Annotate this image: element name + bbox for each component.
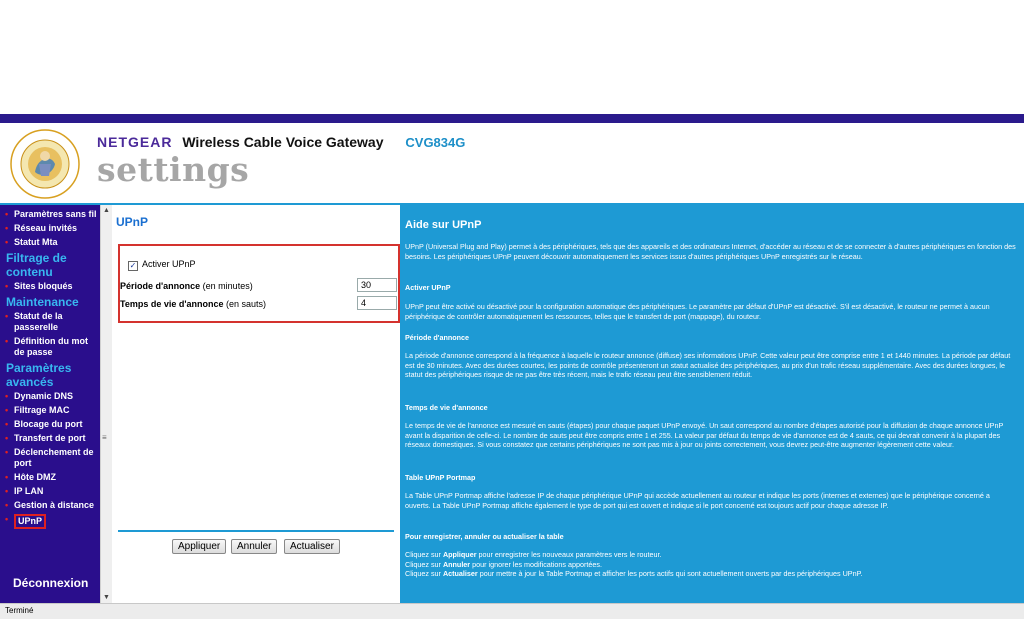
apply-button[interactable]: Appliquer [172, 539, 226, 554]
bullet-icon: • [5, 514, 9, 524]
bullet-icon: • [5, 336, 9, 346]
brand-name: NETGEAR [97, 134, 173, 150]
help-section-title: Activer UPnP [405, 283, 451, 292]
sidebar-item[interactable] [0, 281, 100, 292]
help-instructions [405, 550, 1017, 579]
sidebar-scrollbar[interactable] [100, 205, 112, 603]
sidebar-item-label: Paramètres sans fil [14, 209, 97, 219]
sidebar-item[interactable] [0, 419, 100, 430]
ttl-label: Temps de vie d'annonce [120, 299, 224, 309]
sidebar-item-label: Transfert de port [14, 433, 86, 443]
help-section-text: La période d'annonce correspond à la fréquence à laquelle le routeur annonce (diffuse) ses informations UPnP. Cette valeur peut être comprise entre 1 et 1440 minutes. La période par défaut est de 30 minutes. Avec des durées courtes, les points de contrôle présenteront un statut actualisé des périphériques, au prix d'un trafic réseau supplémentaire. Avec des durées longues, le statut des périphériques risque de ne pas être très récent, mais le trafic réseau peut être sensiblement réduit. [405, 351, 1011, 379]
sidebar-item-label: Hôte DMZ [14, 472, 56, 482]
bullet-icon: • [5, 447, 9, 457]
sidebar-nav [0, 205, 100, 603]
bullet-icon: • [5, 311, 9, 321]
bullet-icon: • [5, 486, 9, 496]
help-line: Cliquez sur Actualiser pour mettre à jour la Table Portmap et afficher les ports actifs qui sont actuellement ouverts par des périphériques UPnP. [405, 569, 863, 578]
ttl-input[interactable] [357, 296, 397, 310]
sidebar-item[interactable] [0, 209, 100, 220]
announce-period-row [120, 281, 253, 291]
sidebar-item[interactable] [0, 391, 100, 402]
help-intro: UPnP (Universal Plug and Play) permet à des périphériques, tels que des appareils et des ordinateurs Internet, d'accéder au réseau et de se connecter à d'autres périphériques en fonction des besoins. Les périphériques UPnP peuvent découvrir automatiquement les services issus d'autres périphériques UPnP enregistrés sur le réseau. [405, 242, 1016, 261]
help-section-title: Période d'annonce [405, 333, 470, 342]
upnp-panel [112, 205, 400, 603]
help-section-title: Table UPnP Portmap [405, 473, 476, 482]
announce-period-unit: (en minutes) [202, 281, 253, 291]
status-text: Terminé [5, 606, 34, 615]
ttl-row [120, 299, 266, 309]
top-accent-bar [0, 114, 1024, 123]
sidebar-item-label: Statut de la passerelle [14, 311, 63, 332]
enable-upnp-checkbox[interactable]: ✓ [129, 261, 137, 270]
sidebar-item[interactable] [0, 237, 100, 248]
sidebar-item-label: Dynamic DNS [14, 391, 74, 401]
sidebar-item[interactable] [0, 486, 100, 497]
settings-heading: settings [97, 150, 250, 189]
sidebar-item-label: Filtrage MAC [14, 405, 70, 415]
ttl-unit: (en sauts) [226, 299, 267, 309]
enable-row [128, 259, 196, 271]
sidebar-item-active[interactable] [0, 514, 100, 529]
sidebar-item[interactable] [0, 500, 100, 511]
sidebar-item-label: IP LAN [14, 486, 44, 496]
sidebar-item-label: Statut Mta [14, 237, 58, 247]
sidebar-item-label: Déclenchement de port [14, 447, 94, 468]
bullet-icon: • [5, 391, 9, 401]
help-title: Aide sur UPnP [405, 219, 482, 231]
brand-title [97, 134, 465, 150]
bullet-icon: • [5, 405, 9, 415]
sidebar-item[interactable] [0, 447, 100, 469]
netgear-logo [9, 128, 81, 200]
sidebar-item-label: Réseau invités [14, 223, 78, 233]
status-bar [0, 603, 1024, 619]
refresh-button[interactable]: Actualiser [284, 539, 340, 554]
cancel-button[interactable]: Annuler [231, 539, 277, 554]
bullet-icon: • [5, 209, 9, 219]
model-name: CVG834G [405, 135, 466, 150]
sidebar-item[interactable] [0, 311, 100, 333]
scroll-down-icon[interactable]: ▼ [103, 594, 110, 601]
bullet-icon: • [5, 472, 9, 482]
sidebar-item-label: Sites bloqués [14, 281, 73, 291]
announce-period-input[interactable] [357, 278, 397, 292]
help-section-title: Pour enregistrer, annuler ou actualiser la table [405, 532, 564, 541]
logout-link[interactable]: Déconnexion [13, 576, 89, 590]
help-section-title: Temps de vie d'annonce [405, 403, 488, 412]
bullet-icon: • [5, 433, 9, 443]
panel-divider [118, 530, 394, 532]
sidebar-item[interactable] [0, 472, 100, 483]
help-section-text: La Table UPnP Portmap affiche l'adresse IP de chaque périphérique UPnP qui accède actuellement au routeur et indique les ports (internes et externes) que le périphérique concerné a ouverts. La Table UPnP Portmap affiche également le type de port qui est ouvert et indique si le port concerné est toujours actif pour chaque adresse IP. [405, 491, 990, 510]
help-section-text: UPnP peut être activé ou désactivé pour la configuration automatique des périphériques. Le paramètre par défaut d'UPnP est désactivé. S'il est désactivé, le routeur ne permet à aucun périphérique de contrôler automatiquement les ressources, telles que le transfert de port (mappage), du routeur. [405, 302, 990, 321]
help-panel [400, 205, 1024, 603]
enable-upnp-label: Activer UPnP [142, 259, 196, 269]
bullet-icon: • [5, 419, 9, 429]
sidebar-item[interactable] [0, 223, 100, 234]
scroll-grip-icon[interactable]: ≡ [102, 433, 107, 442]
sidebar-section-heading: Maintenance [6, 295, 79, 309]
bullet-icon: • [5, 281, 9, 291]
sidebar-item[interactable] [0, 405, 100, 416]
scroll-up-icon[interactable]: ▲ [103, 207, 110, 214]
help-section-text: Le temps de vie de l'annonce est mesuré en sauts (étapes) pour chaque paquet UPnP envoyé. Un saut correspond au nombre d'étapes autorisé pour la diffusion de chaque annonce UPnP avant la disparition de celle-ci. Le nombre de sauts peut être compris entre 1 et 255. La valeur par défaut du temps de vie d'annonce est de 4 sauts, ce qui devrait convenir à la plupart des réseaux domestiques. Si vous constatez que certains périphériques ne sont pas mis à jour ou joints correctement, vous devrez peut-être augmenter légèrement cette valeur. [405, 421, 1004, 449]
sidebar-section-heading: Filtrage de contenu [6, 251, 67, 279]
upnp-settings-box [118, 244, 400, 323]
sidebar-item-label: UPnP [14, 514, 46, 529]
sidebar-item-label: Blocage du port [14, 419, 83, 429]
sidebar-item[interactable] [0, 433, 100, 444]
sidebar-section-heading: Paramètres avancés [6, 361, 72, 389]
panel-title: UPnP [116, 215, 149, 229]
help-line: Cliquez sur Appliquer pour enregistrer les nouveaux paramètres vers le routeur. [405, 550, 662, 559]
product-name: Wireless Cable Voice Gateway [182, 134, 384, 150]
announce-period-label: Période d'annonce [120, 281, 201, 291]
sidebar-item-label: Définition du mot de passe [14, 336, 88, 357]
help-line: Cliquez sur Annuler pour ignorer les modifications apportées. [405, 559, 602, 569]
sidebar-item-label: Gestion à distance [14, 500, 95, 510]
bullet-icon: • [5, 223, 9, 233]
bullet-icon: • [5, 500, 9, 510]
sidebar-item[interactable] [0, 336, 100, 358]
bullet-icon: • [5, 237, 9, 247]
